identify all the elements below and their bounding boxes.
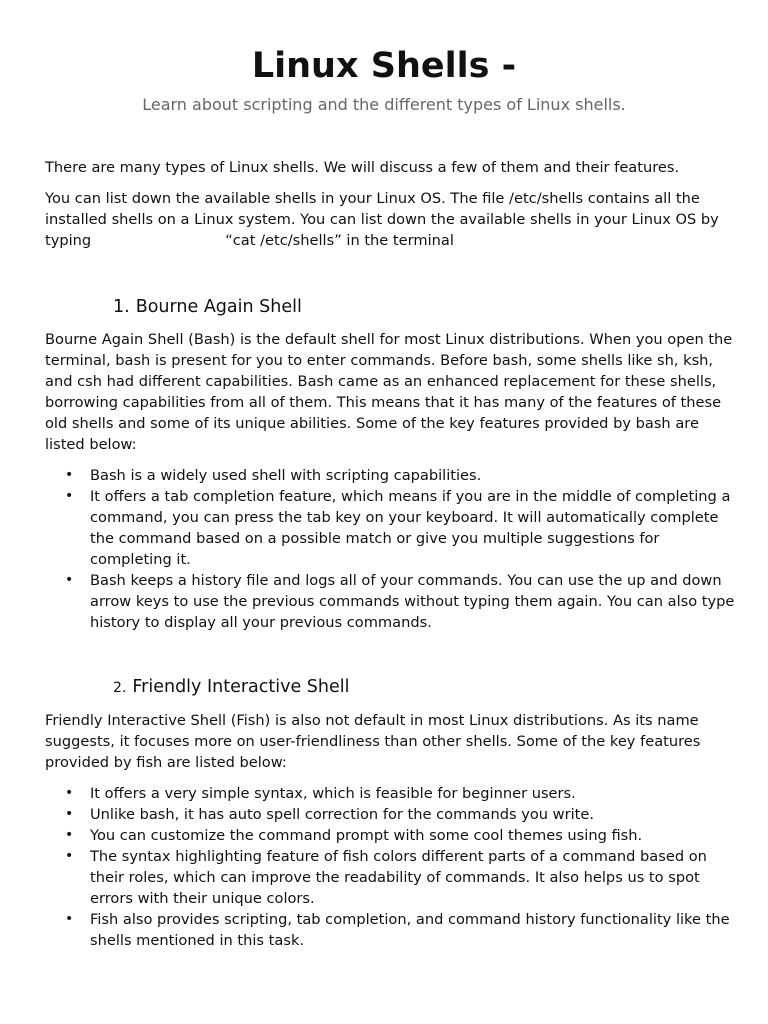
document-body xyxy=(45,157,735,951)
list-item: • The syntax highlighting feature of fish colors different parts of a command based on their roles, which can improve the readability of commands. It also helps us to spot errors with their unique colors. xyxy=(65,848,707,907)
bash-feature-list xyxy=(45,465,735,633)
section-number: 2. xyxy=(113,680,127,696)
list-item: • It offers a tab completion feature, which means if you are in the middle of completing a command, you can press the tab key on your keyboard. It will automatically complete the command based on a possible match or give you multiple suggestions for completing it. xyxy=(65,488,731,568)
list-item: • You can customize the command prompt with some cool themes using fish. xyxy=(65,827,643,844)
section-heading-bash xyxy=(45,295,735,319)
bash-paragraph: Bourne Again Shell (Bash) is the default shell for most Linux distributions. When you open the terminal, bash is present for you to enter commands. Before bash, some shells like sh, ksh, and csh had different capabilities. Bash came as an enhanced replacement for these shells, borrowing capabilities from all of them. This means that it has many of the features of these old shells and some of its unique abilities. Some of the key features provided by bash are listed below: xyxy=(45,331,733,453)
list-item: • Bash is a widely used shell with scripting capabilities. xyxy=(65,467,482,484)
bullet-icon: • xyxy=(65,827,74,843)
bullet-icon: • xyxy=(65,467,74,483)
bullet-icon: • xyxy=(65,911,74,927)
fish-feature-list xyxy=(45,783,735,951)
list-item: • Bash keeps a history file and logs all of your commands. You can use the up and down arrow keys to use the previous commands without typing them again. You can also type history to display all your previous commands. xyxy=(65,572,735,631)
list-item: • Unlike bash, it has auto spell correction for the commands you write. xyxy=(65,806,594,823)
fish-paragraph: Friendly Interactive Shell (Fish) is also not default in most Linux distributions. As its name suggests, it focuses more on user-friendliness than other shells. Some of the key features provided by fish are listed below: xyxy=(45,712,701,771)
shells-command-text: “cat /etc/shells” in the terminal xyxy=(225,232,454,249)
shells-list-paragraph xyxy=(45,188,735,251)
section-heading-fish xyxy=(45,675,735,700)
bullet-icon: • xyxy=(65,848,74,864)
section-number: 1. xyxy=(113,297,130,317)
list-item: • Fish also provides scripting, tab completion, and command history functionality like the shells mentioned in this task. xyxy=(65,911,730,949)
bullet-icon: • xyxy=(65,488,74,504)
page-title: Linux Shells - xyxy=(251,46,517,86)
section-heading-text: Bourne Again Shell xyxy=(135,297,302,317)
intro-paragraph: There are many types of Linux shells. We will discuss a few of them and their features. xyxy=(45,159,680,176)
bullet-icon: • xyxy=(65,785,74,801)
shells-list-text: You can list down the available shells in your Linux OS. The file /etc/shells contains all the installed shells on a Linux system. You can list down the available shells in your Linux OS by typing xyxy=(45,190,719,249)
bullet-icon: • xyxy=(65,806,74,822)
bullet-icon: • xyxy=(65,572,74,588)
list-item: • It offers a very simple syntax, which is feasible for beginner users. xyxy=(65,785,576,802)
page-subtitle: Learn about scripting and the different types of Linux shells. xyxy=(142,95,626,114)
section-heading-text: Friendly Interactive Shell xyxy=(132,677,350,697)
